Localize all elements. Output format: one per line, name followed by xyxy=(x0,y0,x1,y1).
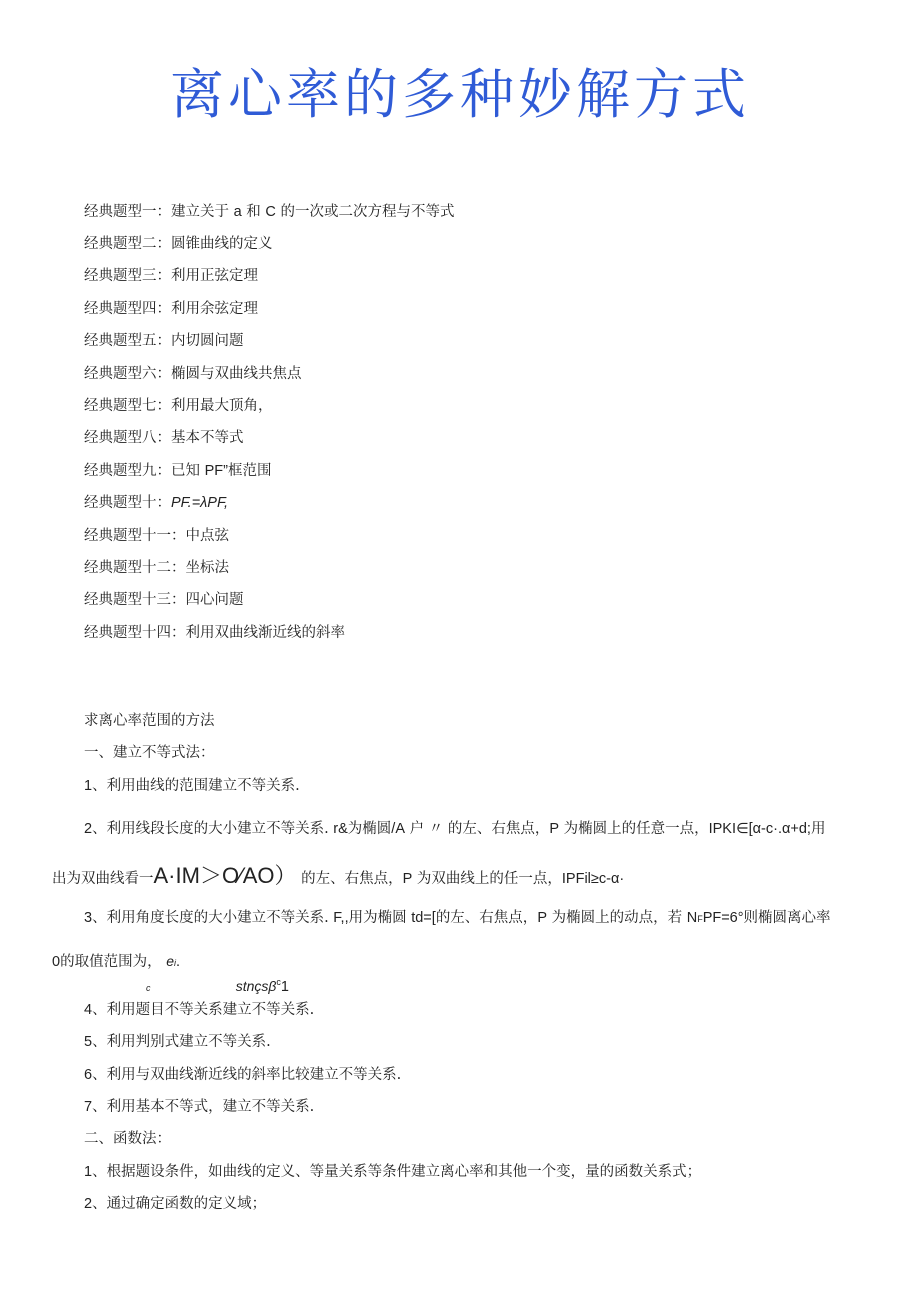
method-item-4: 4、利用题目不等关系建立不等关系. xyxy=(84,1002,315,1018)
page-title: 离心率的多种妙解方式 xyxy=(170,63,750,126)
function-item-1: 1、根据题设条件，如曲线的定义、等量关系等条件建立离心率和其他一个变，量的函数关系式； xyxy=(84,1164,702,1180)
type-item-8: 经典题型八：基本不等式 xyxy=(84,430,244,446)
section-heading-2: 二、函数法： xyxy=(84,1131,171,1147)
type-item-12: 经典题型十二：坐标法 xyxy=(84,560,229,576)
type-item-1: 经典题型一：建立关于 a 和 C 的一次或二次方程与不等式 xyxy=(84,204,455,220)
type-item-5: 经典题型五：内切圆问题 xyxy=(84,333,244,349)
type-item-11: 经典题型十一：中点弦 xyxy=(84,528,229,544)
method-item-2: 2、利用线段长度的大小建立不等关系. r&为椭圆/A 户 〃 的左、右焦点，P 为椭圆上的任意一点，IPKI∈[α-c·.α+d;用 xyxy=(84,821,826,837)
section-heading-1: 一、建立不等式法： xyxy=(84,745,215,761)
method-item-1: 1、利用曲线的范围建立不等关系. xyxy=(84,778,300,794)
method-item-2-cont: 出为双曲线看一A·IM＞O⁄AO） 的左、右焦点，P 为双曲线上的任一点，IPFil≥c-α· xyxy=(52,863,625,888)
type-item-2: 经典题型二：圆锥曲线的定义 xyxy=(84,236,273,252)
type-label: 经典题型一： xyxy=(84,204,171,220)
method-item-3-cont: 0的取值范围为， ei. xyxy=(52,953,181,970)
type-item-13: 经典题型十三：四心问题 xyxy=(84,592,244,608)
methods-heading: 求离心率范围的方法 xyxy=(84,713,215,729)
type-item-4: 经典题型四：利用余弦定理 xyxy=(84,301,258,317)
type-item-6: 经典题型六：椭圆与双曲线共焦点 xyxy=(84,366,302,382)
method-item-7: 7、利用基本不等式，建立不等关系. xyxy=(84,1099,315,1115)
method-item-3-formula: c stnçsβ$^c$1 xyxy=(146,977,289,995)
type-item-10: 经典题型十：PF.=λPF, xyxy=(84,495,228,511)
function-item-2: 2、通过确定函数的定义域； xyxy=(84,1196,267,1212)
type-item-7: 经典题型七：利用最大顶角， xyxy=(84,398,273,414)
type-item-9: 经典题型九：已知 PF”框范围 xyxy=(84,463,272,479)
method-item-5: 5、利用判别式建立不等关系. xyxy=(84,1034,271,1050)
method-item-6: 6、利用与双曲线渐近线的斜率比较建立不等关系. xyxy=(84,1067,402,1083)
type-item-3: 经典题型三：利用正弦定理 xyxy=(84,268,258,284)
method-item-3: 3、利用角度长度的大小建立不等关系. F,,用为椭圆 td=[的左、右焦点，P 为椭圆上的动点，若 NFPF=6°则椭圆离心率 xyxy=(84,910,831,926)
type-item-14: 经典题型十四：利用双曲线渐近线的斜率 xyxy=(84,625,345,641)
